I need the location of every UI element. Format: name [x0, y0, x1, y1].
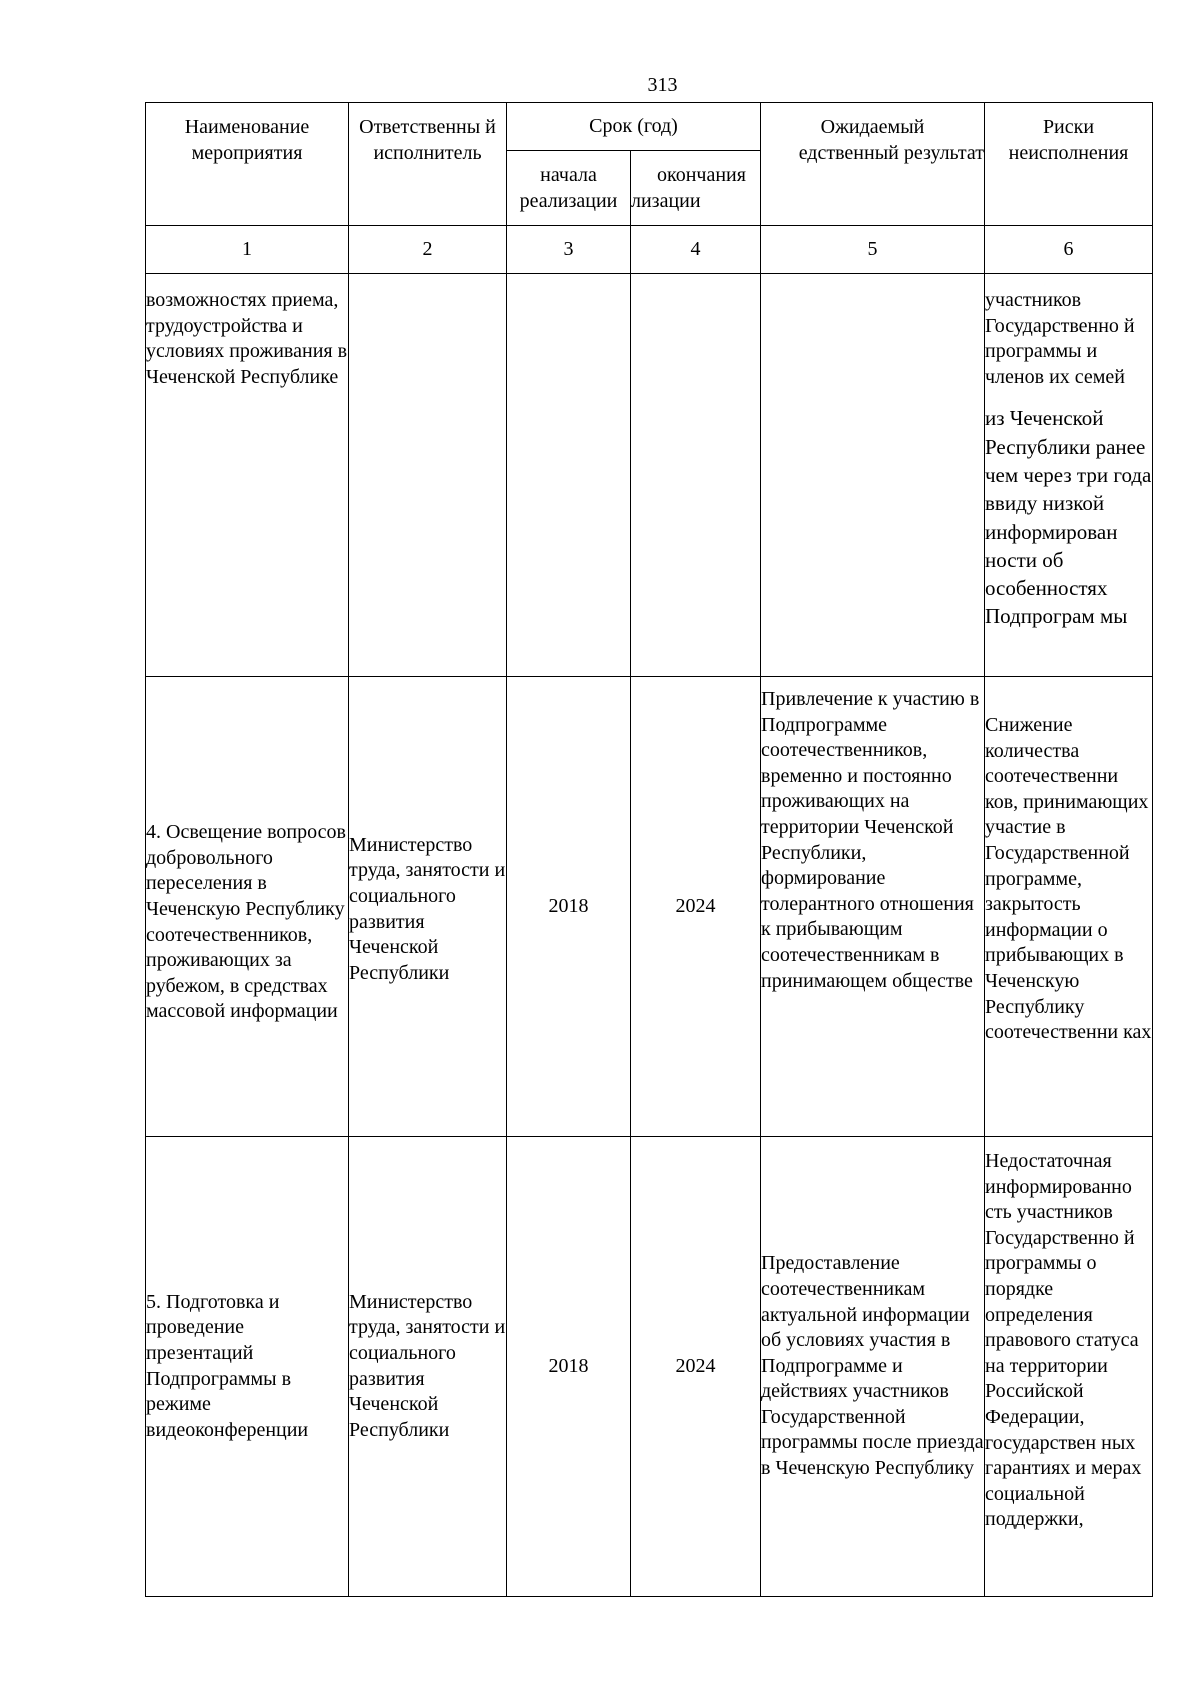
column-number: 4: [631, 226, 761, 274]
row-executor: [349, 274, 507, 677]
row-risks: Недостаточная информированно сть участников Государственно й программы о порядке определения правового статуса на территории Российской Федерации, государствен ных гарантиях и мерах социальной поддержки,: [985, 1137, 1153, 1597]
page-number: 313: [647, 74, 678, 96]
row-result: Привлечение к участию в Подпрограмме соотечественников, временно и постоянно проживающих на территории Чеченской Республики, формирование толерантного отношения к прибывающим соотечественникам в принимающем обществе: [761, 677, 985, 1137]
header-name: Наименование мероприятия: [146, 103, 349, 226]
row-end: 2024: [631, 1137, 761, 1597]
column-number: 2: [349, 226, 507, 274]
row-start: 2018: [507, 677, 631, 1137]
header-executor: Ответственны й исполнитель: [349, 103, 507, 226]
row-name: 5. Подготовка и проведение презентаций Подпрограммы в режиме видеоконференции: [146, 1137, 349, 1597]
header-risks: Риски неисполнения: [985, 103, 1153, 226]
row-risks: участников Государственно й программы и членов их семей из Чеченской Республики ранее чем через три года ввиду низкой информирован ности об особенностях Подпрограм мы: [985, 274, 1153, 677]
header-start: начала реализации: [507, 151, 631, 226]
row-executor: Министерство труда, занятости и социального развития Чеченской Республики: [349, 677, 507, 1137]
row-start: [507, 274, 631, 677]
row-end: [631, 274, 761, 677]
table-row: [146, 274, 1153, 677]
row-name: возможностях приема, трудоустройства и условиях проживания в Чеченской Республике: [146, 274, 349, 677]
row-result: Предоставление соотечественникам актуальной информации об условиях участия в Подпрограмме и действиях участников Государственной программы после приезда в Чеченскую Республику: [761, 1137, 985, 1597]
column-numbers-row: [146, 226, 1153, 274]
header-row-1: [146, 103, 1153, 151]
table-row: [146, 1137, 1153, 1597]
header-result: Ожидаемый едственный результат: [761, 103, 985, 226]
measures-table: [145, 102, 1153, 1597]
row-end: 2024: [631, 677, 761, 1137]
row-start: 2018: [507, 1137, 631, 1597]
header-end: окончания лизации: [631, 151, 761, 226]
column-number: 6: [985, 226, 1153, 274]
row-executor: Министерство труда, занятости и социального развития Чеченской Республики: [349, 1137, 507, 1597]
table-row: [146, 677, 1153, 1137]
row-result: [761, 274, 985, 677]
column-number: 3: [507, 226, 631, 274]
header-term: Срок (год): [507, 103, 761, 151]
row-risks: Снижение количества соотечественни ков, принимающих участие в Государственной программе, закрытость информации о прибывающих в Чеченскую Республику соотечественни ках: [985, 677, 1153, 1137]
column-number: 5: [761, 226, 985, 274]
row-name: 4. Освещение вопросов добровольного переселения в Чеченскую Республику соотечественников, проживающих за рубежом, в средствах массовой информации: [146, 677, 349, 1137]
column-number: 1: [146, 226, 349, 274]
